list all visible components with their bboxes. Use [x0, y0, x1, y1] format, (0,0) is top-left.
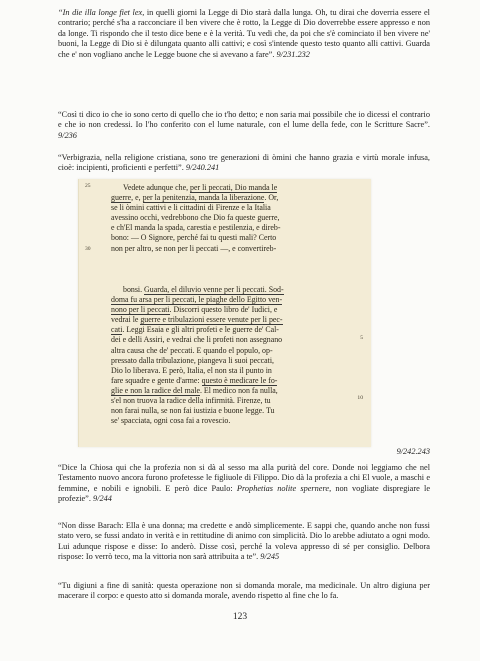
- scan-text: bono: — O Signore, perché fai tu questi mali? Certo: [111, 233, 277, 243]
- scan-text: per la penitenzia, manda la liberazione: [142, 193, 265, 203]
- citation: 9/231.232: [274, 49, 310, 59]
- line-number: 25: [85, 183, 91, 189]
- paragraph-text: “Tu digiuni a fine di sanità: questa operazione non si domanda morale, ma medicinale. Un altro digiuna per macerare il corpo: e questo atto si domanda morale, avendo rispetto al fine che lo fa.: [58, 581, 430, 601]
- scan-text: s'el non truova la radice della infirmità. Firenze, tu: [111, 396, 271, 406]
- scan-text: guerre e tribulazioni essere venute per li pec-: [140, 315, 283, 325]
- scan-text: se li òmini cattivi e li cittadini di Firenze e la Italia: [111, 203, 271, 213]
- line-number: 10: [357, 395, 363, 401]
- scan-line: [111, 213, 359, 223]
- paragraph-text: “Dice la Chiosa qui che la profezia non si dà al sesso ma alla purità del core. Donde noi leggiamo che nel Testamento nuovo ancora furono profetesse le figliuole di Filippo. Dio dà la profezia a chi El vuole, a maschi e femmine, e nobili e ignobili. E però dice Paulo:: [58, 463, 430, 493]
- scan-text: fare squadre e gente d'arme:: [111, 375, 202, 385]
- citation: 9/240.241: [183, 163, 220, 173]
- scan-line: [111, 356, 359, 366]
- scan-line: [111, 366, 359, 376]
- scan-text: pressato dalla tribulazione, piangeva li suoi peccati,: [111, 355, 275, 365]
- scan-line: [111, 203, 359, 213]
- latin-quote: “In die illa longe fiet lex: [58, 8, 143, 17]
- scan-line: [111, 346, 359, 356]
- scan-line: [111, 233, 359, 243]
- scan-line: [111, 406, 359, 416]
- scan-text: Dio lo liberava. E però, Italia, el non sta il punto in: [111, 365, 272, 375]
- paragraph-text: , in quelli giorni la Legge di Dio starà dalla lunga. Oh, tu dirai che doverria essere el contrario; perché s'ha a racconciare il ben vivere che è rotto, la Legge di Dio doverrebbe essere appresso e non da longe. Ti rispondo che il testo dice bene e è la verità. Tu vedi che, da poi che s'è cominciato il ben vivere ne' buoni, la Legge di Dio si è dilungata quanto alli cattivi; e così s'intende questo testo quanto alli cattivi. Guarda che e' non vogliano anche le Legge buone che si avevano a fare”.: [58, 8, 430, 59]
- scan-text: questo è medicare le fo-: [201, 375, 278, 385]
- scan-line: [111, 193, 359, 203]
- paragraph-text: “Non disse Barach: Ella è una donna; ma credette e andò simplicemente. E sappi che, quando anche non fussi stato vero, se fussi andato in verità e in rettitudine di animo con simplicità. Dio lo arebbe adiutato a ogni modo. Lui adunque rispose e disse: Io anderò. Disse così, perché la voleva appresso di sé per consiglio. Delbora rispose: Io verrò teco, ma la vittoria non sarà attribuita a te”.: [58, 521, 430, 562]
- scan-text: Guarda, el diluvio venne per li peccati. Sod-: [144, 285, 284, 294]
- paragraph-1: [58, 8, 430, 60]
- scan-text: altra causa che de' peccati. E quando el populo, op-: [111, 345, 273, 355]
- line-number: 5: [360, 335, 363, 341]
- scan-text: non farai nulla, se non fai iustizia e buone legge. Tu: [111, 406, 275, 416]
- scan-line: [111, 244, 359, 254]
- paragraph-text: “Così ti dico io che io sono certo di quello che io t'ho detto; e non saria mai possibile che io dicessi el contrario e che io non credessi. Io l'ho conferito con el lume naturale, con el lume della fede, con le Scritture Sacre”.: [58, 110, 430, 130]
- paragraph-text-tail: , non vogliate dispregiare le profezie”.: [58, 483, 431, 504]
- scan-text: . Or,: [264, 193, 279, 203]
- scan-text: glie e non la radice del male: [111, 385, 200, 395]
- scan-line: [111, 396, 359, 406]
- scan-text: . El medico non fa nulla,: [199, 385, 278, 395]
- paragraph-5: [58, 521, 430, 563]
- page-number: 123: [232, 612, 248, 622]
- scan-line: [111, 295, 359, 305]
- scan-line: [111, 335, 359, 345]
- scan-text: avessino occhi, vedrebbono che Dio fa queste guerre,: [111, 213, 280, 223]
- citation: 9/244: [90, 494, 112, 504]
- scan-text: . Discorri questo libro de' Iudici, e: [169, 305, 278, 315]
- scan-line: [111, 305, 359, 315]
- scan-text: per li peccati, Dio manda le: [190, 183, 278, 192]
- paragraph-text: “Verbigrazia, nella religione cristiana, sono tre generazioni di òmini che hanno grazia e virtù morale infusa, cioè: incipienti, proficienti e perfetti”.: [58, 153, 430, 173]
- scan-text: vedrai le: [111, 315, 141, 325]
- line-number: 30: [85, 246, 91, 252]
- paragraph-3: [58, 153, 430, 174]
- scan-text: doma fu arsa per li peccati, le piaghe dello Egitto ven-: [111, 295, 283, 305]
- scan-text: nono per li peccati: [111, 305, 170, 315]
- scan-text: . Leggi Esaia e gli altri profeti e le guerre de' Cal-: [122, 325, 279, 335]
- latin-phrase: Prophetias nolite spernere: [236, 483, 330, 493]
- paragraph-6: [58, 581, 430, 602]
- scan-lower-block: [111, 285, 359, 426]
- scan-text: guerre: [111, 193, 132, 203]
- scan-line: [111, 223, 359, 233]
- scan-text: se' spacciata, ogni cosa fai a rovescio.: [111, 416, 231, 426]
- scan-text: Vedete adunque che,: [123, 183, 191, 192]
- scan-citation: 9/242.243: [396, 447, 430, 456]
- scan-upper-block: [111, 183, 359, 254]
- scan-text: bonsi.: [123, 285, 145, 294]
- scan-line: [111, 325, 359, 335]
- scan-line: [111, 386, 359, 396]
- scan-line: [111, 285, 359, 295]
- scan-text: dei e delli Assiri, e vedrai che li profeti non assegnano: [111, 335, 283, 345]
- citation: 9/245: [258, 552, 280, 562]
- paragraph-2: [58, 110, 430, 141]
- citation: 9/236: [58, 130, 77, 140]
- scan-text: e ch'El manda la spada, carestia e pestilenzia, e direb-: [111, 223, 281, 233]
- paragraph-4: [58, 463, 430, 505]
- scan-text: , e,: [131, 193, 143, 203]
- scan-line: [111, 376, 359, 386]
- scan-line: [111, 416, 359, 426]
- scan-text: cati: [111, 325, 123, 335]
- scan-text: non per altro, se non per li peccati —, e convertireb-: [111, 243, 277, 253]
- scanned-excerpt: [78, 179, 371, 447]
- scan-line: [111, 315, 359, 325]
- scan-line: [111, 183, 359, 193]
